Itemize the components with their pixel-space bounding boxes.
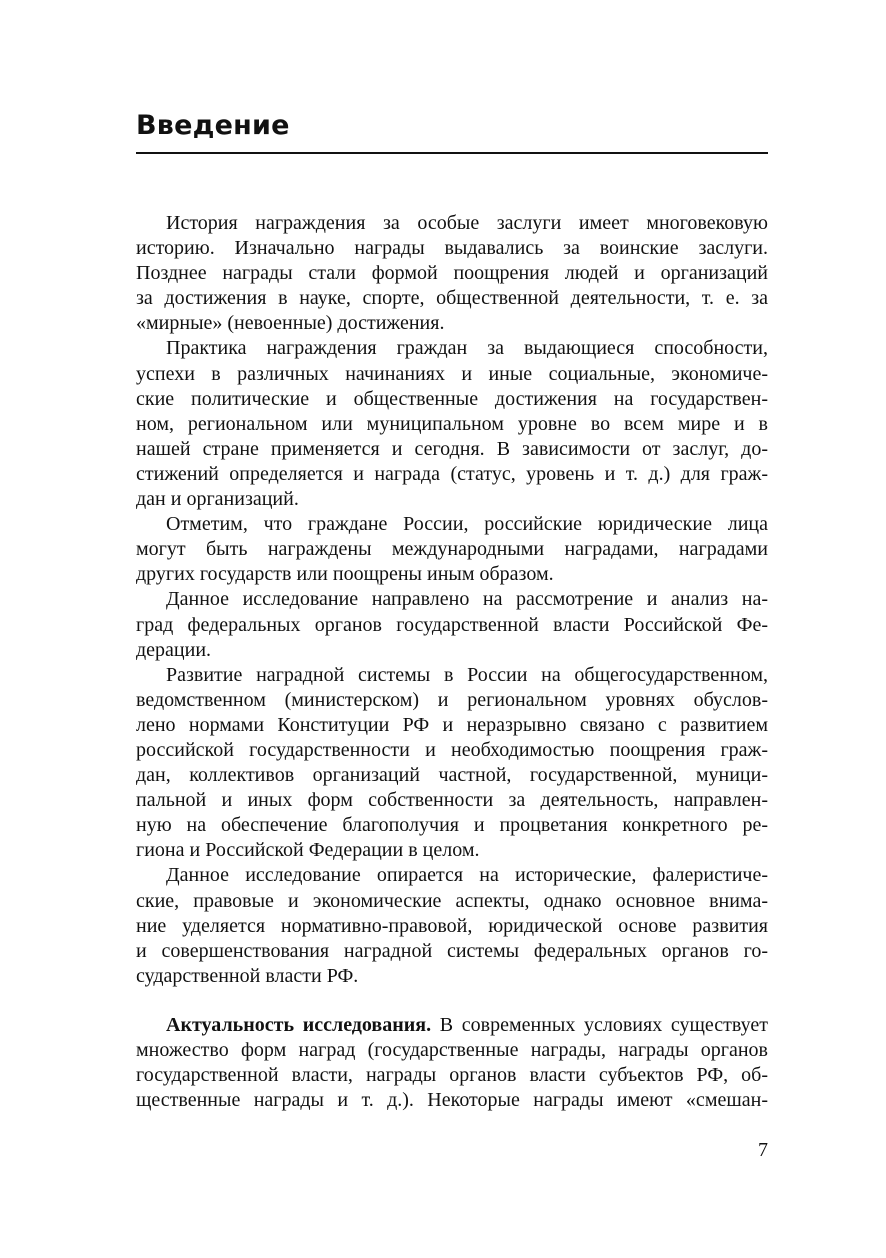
text-line: Развитие наградной системы в России на общегосударственном, [166, 663, 768, 686]
text-line: других государств или поощрены иным образом. [136, 563, 554, 586]
text-line: успехи в различных начинаниях и иные социальные, экономиче- [136, 362, 768, 385]
text-line: нашей стране применяется и сегодня. В зависимости от заслуг, до- [136, 437, 768, 460]
page-number: 7 [758, 1139, 768, 1161]
paragraph [136, 512, 768, 587]
text-line: дан и организаций. [136, 488, 299, 511]
text-line: за достижения в науке, спорте, общественной деятельности, т. е. за [136, 287, 768, 310]
text-line [136, 1013, 768, 1038]
text-line: пальной и иных форм собственности за деятельность, направлен- [136, 789, 768, 812]
paragraph [136, 211, 768, 336]
text-line: Данное исследование направлено на рассмотрение и анализ на- [166, 588, 768, 611]
text-line: российской государственности и необходимостью поощрения граж- [136, 738, 768, 761]
text-line: дерации. [136, 638, 212, 661]
section-lead-rest: В современных условиях существует [431, 1013, 768, 1036]
text-line: историю. Изначально награды выдавались за воинские заслуги. [136, 237, 768, 260]
text-line: Отметим, что граждане России, российские юридические лица [166, 513, 768, 536]
section-gap [136, 989, 768, 1013]
relevance-paragraph [136, 1013, 768, 1113]
text-line: Позднее награды стали формой поощрения людей и организаций [136, 262, 768, 285]
text-line: могут быть награждены международными наградами, наградами [136, 538, 768, 561]
page-title: Введение [136, 110, 290, 141]
text-line: «мирные» (невоенные) достижения. [136, 312, 445, 335]
body-text [136, 211, 768, 1113]
text-line: дан, коллективов организаций частной, государственной, муници- [136, 764, 768, 787]
text-line: ние уделяется нормативно-правовой, юридической основе развития [136, 914, 768, 937]
paragraph [136, 863, 768, 988]
text-line: множество форм наград (государственные награды, награды органов [136, 1039, 768, 1061]
text-line: лено нормами Конституции РФ и неразрывно связано с развитием [136, 713, 768, 736]
text-line: стижений определяется и награда (статус, уровень и т. д.) для граж- [136, 462, 768, 485]
text-line: и совершенствования наградной системы федеральных органов го- [136, 939, 768, 962]
paragraph [136, 336, 768, 512]
text-line: гиона и Российской Федерации в целом. [136, 839, 480, 862]
text-line: ские политические и общественные достижения на государствен- [136, 387, 768, 410]
paragraph [136, 663, 768, 864]
text-line: История награждения за особые заслуги имеет многовековую [166, 212, 768, 234]
text-line: щественные награды и т. д.). Некоторые награды имеют «смешан- [136, 1089, 768, 1112]
heading-divider [136, 152, 768, 154]
text-line: град федеральных органов государственной власти Российской Фе- [136, 613, 768, 636]
text-line: ские, правовые и экономические аспекты, однако основное внима- [136, 889, 768, 912]
section-lead: Актуальность исследования. [166, 1013, 432, 1036]
text-line: ную на обеспечение благополучия и процветания конкретного ре- [136, 814, 768, 837]
text-line: ведомственном (министерском) и региональном уровнях обуслов- [136, 688, 768, 711]
text-line: Практика награждения граждан за выдающиеся способности, [166, 337, 768, 360]
text-line: ном, региональном или муниципальном уровне во всем мире и в [136, 412, 768, 435]
text-line: государственной власти, награды органов власти субъектов РФ, об- [136, 1064, 768, 1087]
text-line: Данное исследование опирается на исторические, фалеристиче- [166, 864, 768, 887]
paragraph [136, 587, 768, 662]
text-line: сударственной власти РФ. [136, 964, 359, 987]
